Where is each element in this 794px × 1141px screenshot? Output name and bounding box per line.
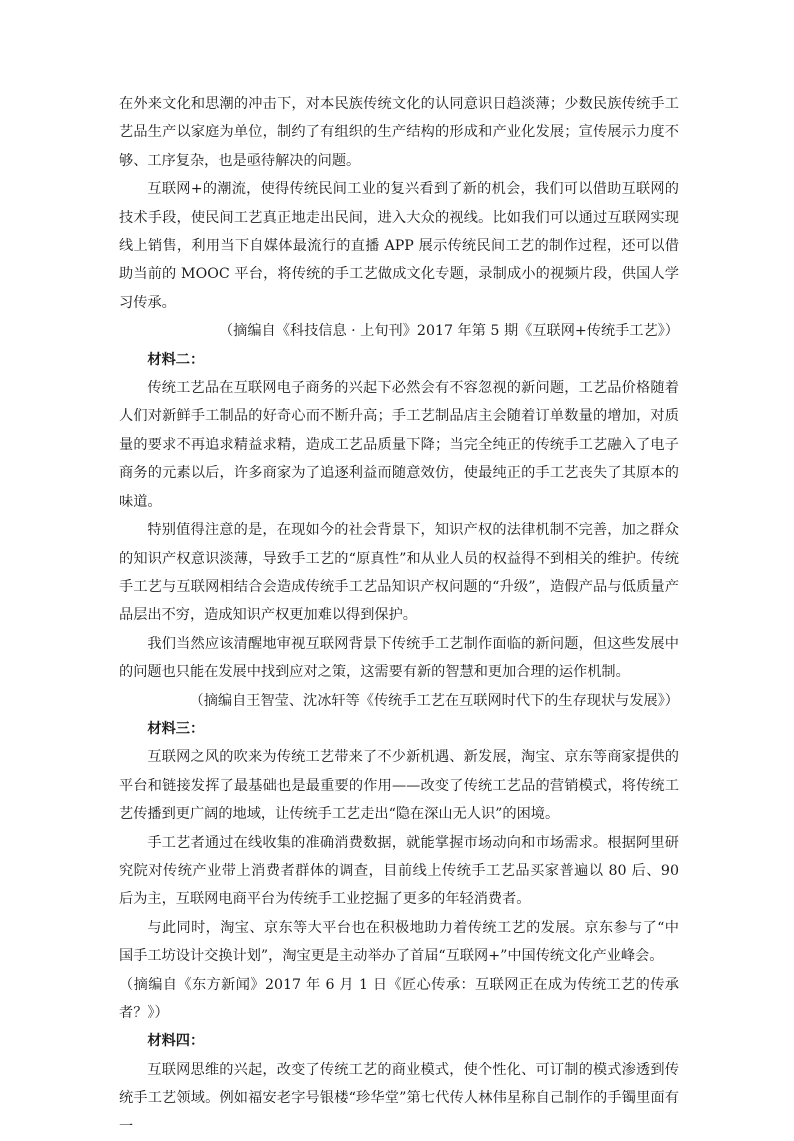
source-citation-3: （摘编自《东方新闻》2017 年 6 月 1 日《匠心传承：互联网正在成为传统工艺的传承者？》） xyxy=(119,976,679,1021)
paragraph-1: 在外来文化和思潮的冲击下，对本民族传统文化的认同意识日趋淡薄；少数民族传统手工艺品生产以家庭为单位，制约了有组织的生产结构的形成和产业化发展；宣传展示力度不够、工序复杂，也是亟待解决的问题。 xyxy=(119,96,679,169)
paragraph-5: 我们当然应该清醒地审视互联网背景下传统手工艺制作面临的新问题，但这些发展中的问题也只能在发展中找到应对之策，这需要有新的智慧和更加合理的运作机制。 xyxy=(119,635,679,681)
paragraph-9: 互联网思维的兴起，改变了传统工艺的商业模式，使个性化、可订制的模式渗透到传统手工艺领域。例如福安老字号银楼“珍华堂”第七代传人林伟星称自己制作的手镯里面有一 xyxy=(119,1061,679,1135)
source-citation-1: （摘编自《科技信息 · 上旬刊》2017 年第 5 期《互联网+传统手工艺》） xyxy=(218,323,679,340)
paragraph-7: 手工艺者通过在线收集的准确消费数据，就能掌握市场动向和市场需求。根据阿里研究院对传统产业带上消费者群体的调查，目前线上传统手工艺品买家普遍以 80 后、90 后为主，互联网电商平台为传统手工业挖掘了更多的年轻消费者。 xyxy=(119,834,679,908)
paragraph-6: 互联网之风的吹来为传统工艺带来了不少新机遇、新发展，淘宝、京东等商家提供的平台和链接发挥了最基础也是最重要的作用——改变了传统工艺品的营销模式，将传统工艺传播到更广阔的地域，让传统手工艺走出“隐在深山无人识”的困境。 xyxy=(119,749,679,823)
material-2-heading: 材料二： xyxy=(147,351,205,368)
document-page xyxy=(119,90,679,1141)
material-4-heading: 材料四： xyxy=(147,1033,205,1050)
paragraph-8: 与此同时，淘宝、京东等大平台也在积极地助力着传统工艺的发展。京东参与了“中国手工坊设计交换计划”，淘宝更是主动举办了首届“互联网+”中国传统文化产业峰会。 xyxy=(119,919,679,965)
paragraph-3: 传统工艺品在互联网电子商务的兴起下必然会有不容忽视的新问题，工艺品价格随着人们对新鲜手工制品的好奇心而不断升高；手工艺制品店主会随着订单数量的增加，对质量的要求不再追求精益求精，造成工艺品质量下降；当完全纯正的传统手工艺融入了电子商务的元素以后，许多商家为了追逐利益而随意效仿，使最纯正的手工艺丧失了其原本的味道。 xyxy=(119,380,679,510)
paragraph-2: 互联网+的潮流，使得传统民间工业的复兴看到了新的机会，我们可以借助互联网的技术手段，使民间工艺真正地走出民间，进入大众的视线。比如我们可以通过互联网实现线上销售，利用当下自媒体最流行的直播 APP 展示传统民间工艺的制作过程，还可以借助当前的 MOOC 平台，将传统的手工艺做成文化专题，录制成小的视频片段，供国人学习传承。 xyxy=(119,181,679,311)
source-citation-2: （摘编自王智莹、沈冰轩等《传统手工艺在互联网时代下的生存现状与发展》） xyxy=(189,692,679,709)
material-3-heading: 材料三： xyxy=(147,720,205,737)
paragraph-4: 特别值得注意的是，在现如今的社会背景下，知识产权的法律机制不完善，加之群众的知识产权意识淡薄，导致手工艺的“原真性”和从业人员的权益得不到相关的维护。传统手工艺与互联网相结合会造成传统手工艺品知识产权问题的“升级”，造假产品与低质量产品层出不穷，造成知识产权更加难以得到保护。 xyxy=(119,522,679,624)
